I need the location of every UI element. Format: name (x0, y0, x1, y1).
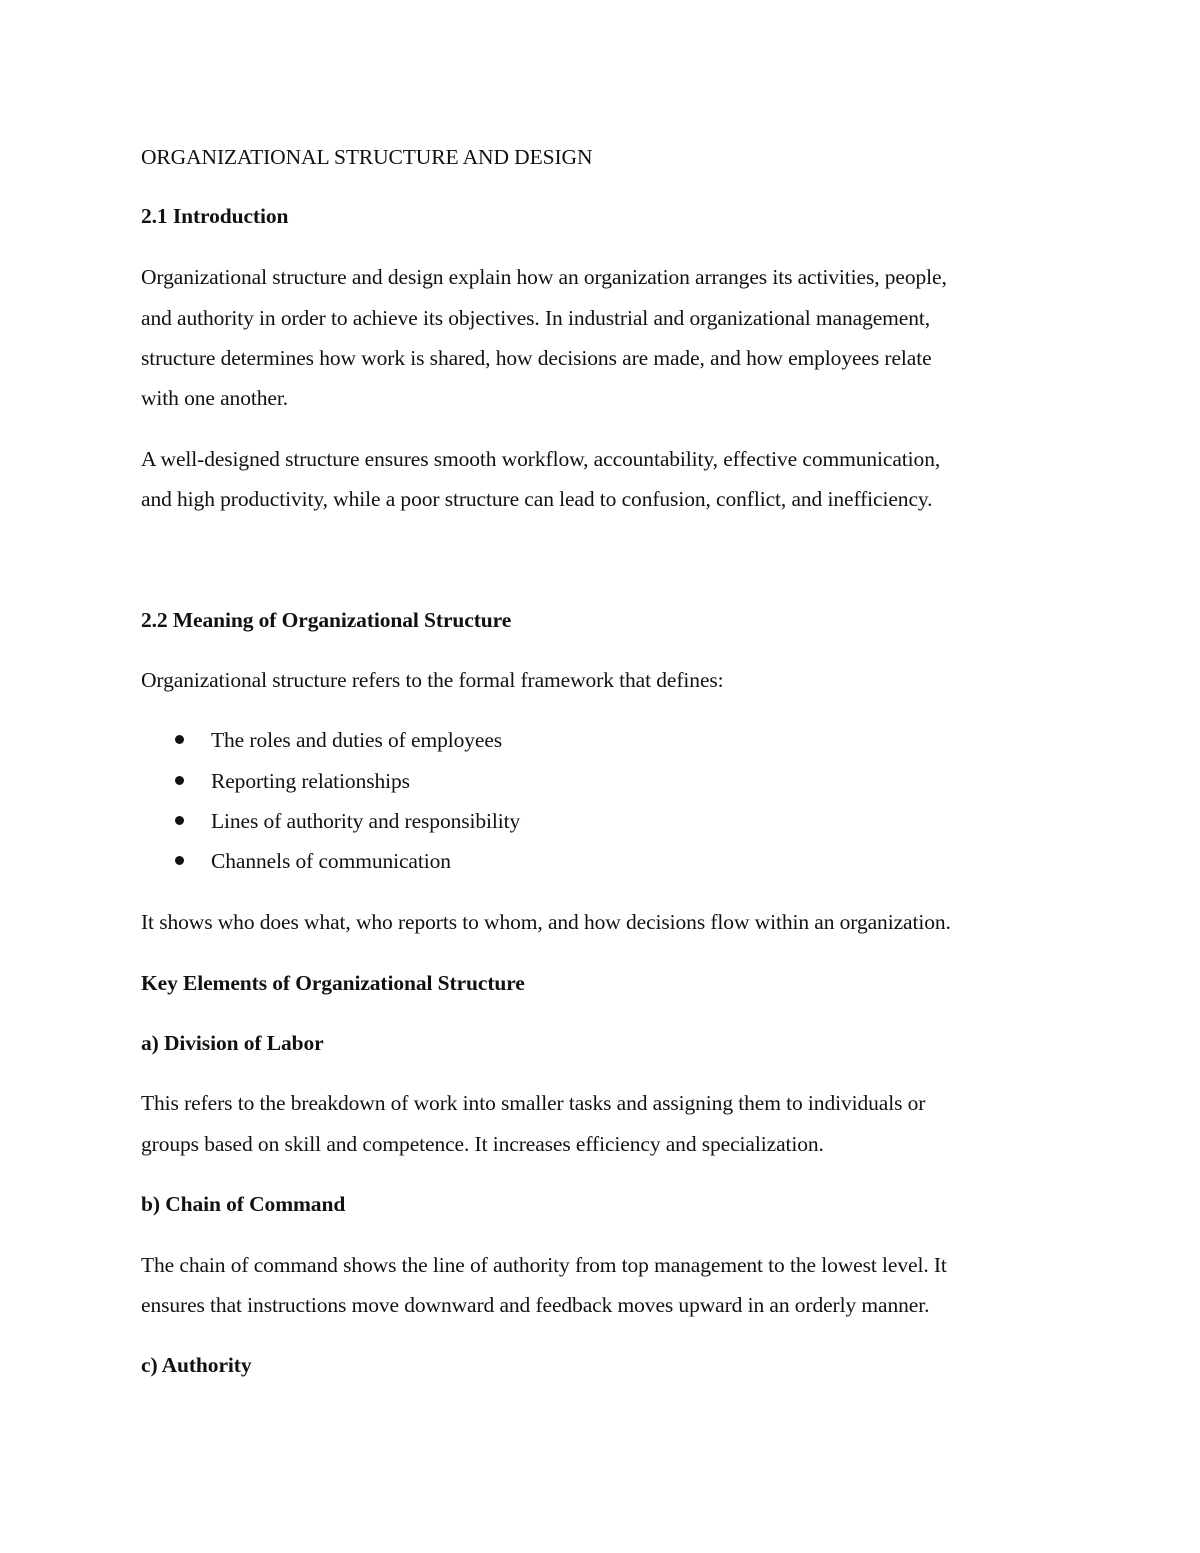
subheading-division-of-labor: a) Division of Labor (141, 1031, 324, 1055)
intro-paragraph-line: and authority in order to achieve its objectives. In industrial and organizational management, (141, 306, 931, 330)
intro-paragraph-line: structure determines how work is shared, how decisions are made, and how employees relate (141, 346, 932, 370)
intro-paragraph2-line: A well-designed structure ensures smooth workflow, accountability, effective communication, (141, 447, 941, 471)
bullet-icon (175, 735, 184, 744)
subheading-chain-of-command: b) Chain of Command (141, 1192, 346, 1216)
list-item-text: Channels of communication (211, 849, 451, 873)
intro-paragraph-line: Organizational structure and design explain how an organization arranges its activities, people, (141, 265, 947, 289)
list-item-text: Lines of authority and responsibility (211, 809, 521, 833)
meaning-summary-text: It shows who does what, who reports to whom, and how decisions flow within an organization. (141, 910, 951, 934)
bullet-icon (175, 776, 184, 785)
list-item-text: Reporting relationships (211, 769, 410, 793)
chain-of-command-line: The chain of command shows the line of authority from top management to the lowest level. It (141, 1253, 947, 1277)
intro-paragraph-line: with one another. (141, 386, 288, 410)
section-heading-key-elements: Key Elements of Organizational Structure (141, 971, 525, 995)
division-of-labor-line: groups based on skill and competence. It increases efficiency and specialization. (141, 1132, 824, 1156)
section-heading-meaning: 2.2 Meaning of Organizational Structure (141, 608, 512, 632)
division-of-labor-line: This refers to the breakdown of work into smaller tasks and assigning them to individuals or (141, 1091, 926, 1115)
list-item-text: The roles and duties of employees (211, 728, 503, 752)
intro-paragraph2-line: and high productivity, while a poor structure can lead to confusion, conflict, and inefficiency. (141, 487, 933, 511)
meaning-intro-text: Organizational structure refers to the formal framework that defines: (141, 668, 724, 692)
bullet-icon (175, 856, 184, 865)
document-title: ORGANIZATIONAL STRUCTURE AND DESIGN (141, 145, 593, 169)
chain-of-command-line: ensures that instructions move downward and feedback moves upward in an orderly manner. (141, 1293, 930, 1317)
bullet-icon (175, 816, 184, 825)
subheading-authority: c) Authority (141, 1353, 252, 1377)
section-heading-introduction: 2.1 Introduction (141, 204, 289, 228)
